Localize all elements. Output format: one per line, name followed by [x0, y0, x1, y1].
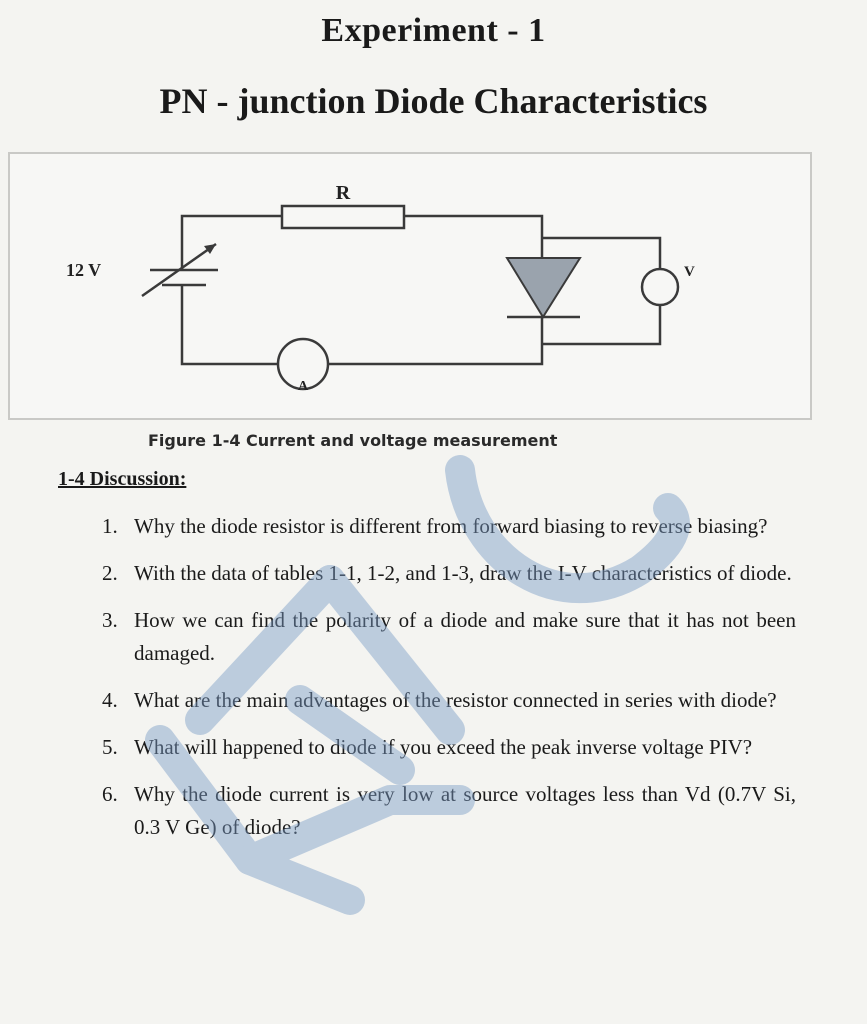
question-item — [96, 604, 796, 670]
wire-top-right — [404, 216, 542, 238]
question-text: Why the diode resistor is different from forward biasing to reverse biasing? — [134, 514, 768, 538]
question-number: 4. — [102, 688, 118, 712]
question-item — [96, 557, 796, 590]
question-number: 6. — [102, 782, 118, 806]
question-number: 2. — [102, 561, 118, 585]
question-number: 3. — [102, 608, 118, 632]
section-heading: 1-4 Discussion: — [58, 468, 187, 490]
question-item — [96, 684, 796, 717]
question-text: What will happened to diode if you exceed the peak inverse voltage PIV? — [134, 735, 753, 759]
wire-voltmeter-bottom — [542, 302, 660, 344]
circuit-figure — [8, 152, 812, 420]
question-list — [96, 510, 796, 858]
question-text: Why the diode current is very low at source voltages less than Vd (0.7V Si, 0.3 V Ge) of diode? — [134, 782, 796, 839]
label-ammeter: A — [298, 379, 309, 394]
diode-symbol — [507, 258, 580, 317]
page-title: Experiment - 1 — [321, 12, 546, 49]
label-voltmeter: V — [684, 264, 695, 280]
question-item — [96, 510, 796, 543]
figure-caption: Figure 1-4 Current and voltage measurement — [148, 431, 558, 450]
label-source: 12 V — [66, 260, 102, 280]
wire-diode-bottom — [328, 317, 542, 364]
voltmeter-symbol — [642, 269, 678, 305]
circuit-diagram — [10, 154, 810, 418]
question-text: What are the main advantages of the resistor connected in series with diode? — [134, 688, 777, 712]
label-resistor: R — [335, 182, 351, 204]
question-number: 1. — [102, 514, 118, 538]
question-number: 5. — [102, 735, 118, 759]
wire-top-left — [182, 216, 282, 269]
question-item — [96, 731, 796, 764]
question-text: How we can find the polarity of a diode and make sure that it has not been damaged. — [134, 608, 796, 665]
question-text: With the data of tables 1-1, 1-2, and 1-3, draw the I-V characteristics of diode. — [134, 561, 792, 585]
page-subtitle: PN - junction Diode Characteristics — [159, 81, 708, 121]
resistor-symbol — [282, 206, 404, 228]
question-item — [96, 778, 796, 844]
wire-bottom-left — [182, 286, 278, 364]
